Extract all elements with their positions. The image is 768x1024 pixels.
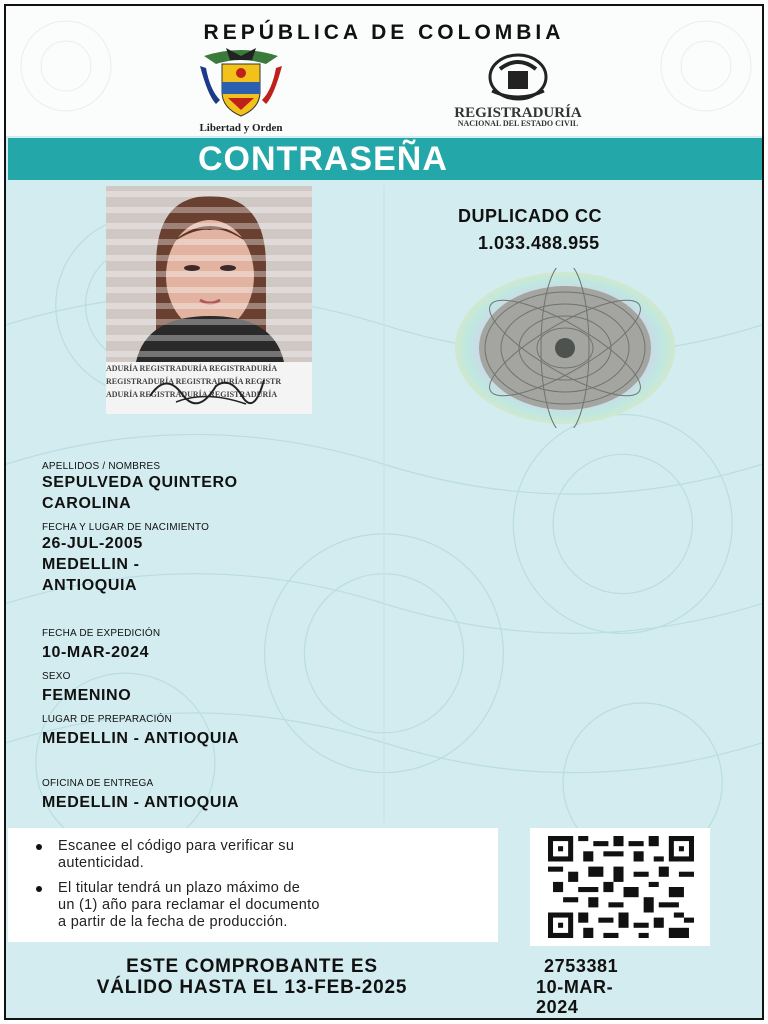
stamp-line: REGISTRADURÍA REGISTRADURÍA REGISTR [106, 377, 282, 386]
stamp-line: ADURÍA REGISTRADURÍA REGISTRADURÍA [106, 364, 278, 373]
birth-place-dept: ANTIOQUIA [42, 577, 138, 594]
instruction-text: Escanee el código para verificar su [58, 838, 295, 854]
given-name-value: CAROLINA [42, 495, 132, 512]
preparation-value: MEDELLIN - ANTIOQUIA [42, 730, 240, 747]
stamp-line: ADURÍA REGISTRADURÍA REGISTRADURÍA [106, 390, 278, 399]
delivery-label: OFICINA DE ENTREGA [42, 778, 154, 789]
instruction-text: El titular tendrá un plazo máximo de [58, 880, 301, 896]
preparation-label: LUGAR DE PREPARACIÓN [42, 714, 172, 725]
instruction-item [58, 838, 320, 872]
instruction-text: un (1) año para reclamar el documento [58, 897, 320, 913]
validity-line: VÁLIDO HASTA EL 13-FEB-2025 [96, 977, 408, 998]
instruction-item [58, 880, 320, 931]
sex-value: FEMENINO [42, 687, 132, 704]
birth-place-city: MEDELLIN - [42, 556, 140, 573]
qr-code-panel [530, 828, 710, 946]
card-header [6, 6, 762, 136]
surnames-value: SEPULVEDA QUINTERO [42, 474, 238, 491]
delivery-value: MEDELLIN - ANTIOQUIA [42, 794, 240, 811]
birth-date-value: 26-JUL-2005 [42, 535, 143, 552]
id-card [4, 4, 764, 1020]
receipt-code: 2753381 [544, 956, 619, 976]
instructions-list [58, 838, 320, 939]
document-title: CONTRASEÑA [198, 140, 448, 178]
registry-name: REGISTRADURÍA [454, 105, 582, 121]
qr-code-icon[interactable] [548, 836, 694, 938]
hologram-icon [450, 268, 680, 428]
coat-motto: Libertad y Orden [199, 122, 283, 134]
registry-seal-icon [478, 51, 558, 103]
holder-photo [106, 186, 312, 414]
receipt-date-line: 10-MAR- [536, 977, 614, 997]
registry-logo [418, 51, 618, 131]
registry-subtitle: NACIONAL DEL ESTADO CIVIL [457, 119, 579, 128]
validity-line: ESTE COMPROBANTE ES [126, 956, 378, 977]
title-banner [8, 138, 762, 180]
coat-of-arms [196, 46, 286, 134]
names-label: APELLIDOS / NOMBRES [42, 461, 161, 472]
sex-label: SEXO [42, 671, 71, 682]
portrait-image [106, 186, 312, 362]
instructions-panel [8, 828, 498, 942]
instruction-text: autenticidad. [58, 855, 145, 871]
instruction-text: a partir de la fecha de producción. [58, 914, 288, 930]
photo-security-stamp [106, 362, 312, 414]
birth-label: FECHA Y LUGAR DE NACIMIENTO [42, 522, 210, 533]
validity-notice [42, 956, 462, 998]
document-type: DUPLICADO CC [458, 206, 602, 226]
country-title: REPÚBLICA DE COLOMBIA [203, 21, 565, 44]
issue-date-value: 10-MAR-2024 [42, 644, 150, 661]
issue-date-label: FECHA DE EXPEDICIÓN [42, 628, 161, 639]
signature-icon [146, 366, 266, 410]
document-number: 1.033.488.955 [478, 233, 600, 253]
receipt-date [536, 977, 646, 1017]
receipt-date-line: 2024 [536, 997, 579, 1017]
coat-of-arms-icon [196, 46, 286, 120]
